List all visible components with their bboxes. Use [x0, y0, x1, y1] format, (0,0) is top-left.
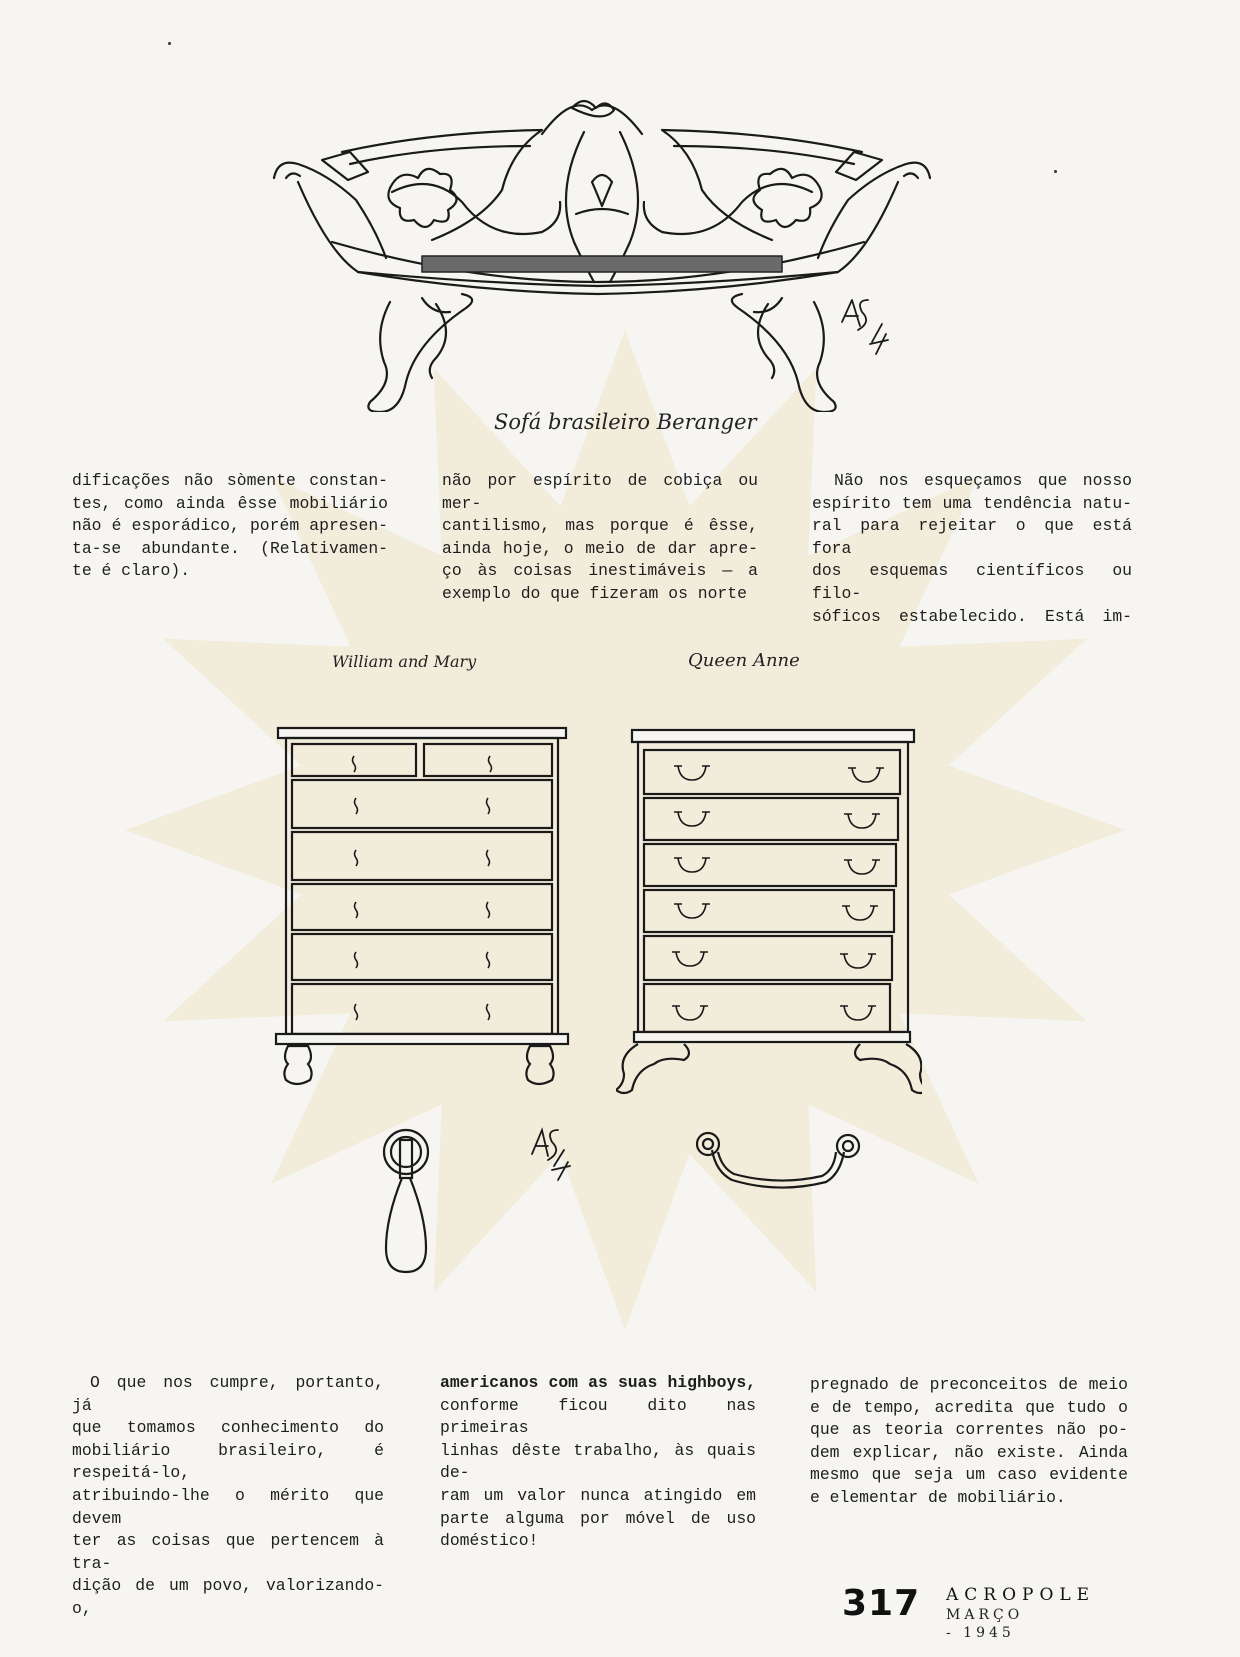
text-line: espírito tem uma tendência natu-	[812, 493, 1132, 513]
text-line: atribuindo-lhe o mérito que devem	[72, 1485, 384, 1528]
sofa-caption: Sofá brasileiro Beranger	[494, 410, 757, 434]
text-line: e elementar de mobiliário.	[810, 1487, 1066, 1507]
sofa-illustration	[272, 92, 932, 412]
artist-monogram	[528, 1124, 578, 1184]
text-line: exemplo do que fizeram os norte	[442, 583, 747, 603]
text-line: dificações não sòmente constan-	[72, 471, 388, 490]
lower-column-1	[72, 1372, 384, 1621]
text-line: te é claro).	[72, 561, 191, 581]
text-line: ço às coisas inestimáveis — a	[442, 561, 758, 581]
text-line: dição de um povo, valorizando-o,	[72, 1576, 384, 1618]
issue-date: MARÇO - 1945	[946, 1607, 1024, 1641]
text-line: ter as coisas que pertencem à tra-	[72, 1531, 384, 1573]
text-line: tes, como ainda êsse mobiliário	[72, 493, 388, 513]
text-line: O que nos cumpre, portanto, já	[72, 1373, 384, 1415]
lower-column-3	[810, 1374, 1128, 1510]
page-number: 317	[842, 1583, 921, 1624]
text-line: mobiliário brasileiro, é respeitá-lo,	[72, 1440, 384, 1483]
queen-anne-highboy	[616, 726, 922, 1110]
text-line: que tomamos conhecimento do	[72, 1418, 384, 1438]
magazine-title: ACROPOLE	[946, 1585, 1096, 1605]
text-line: ta-se abundante. (Relativamen-	[72, 538, 388, 558]
text-line: e de tempo, acredita que tudo o	[810, 1397, 1128, 1417]
text-line: cantilismo, mas porque é êsse,	[442, 516, 758, 536]
text-line: ainda hoje, o meio de dar apre-	[442, 538, 758, 558]
drop-pull-detail	[376, 1128, 436, 1278]
text-line: que as teoria correntes não po-	[810, 1420, 1128, 1440]
text-line: ral para rejeitar o que está fora	[812, 516, 1132, 558]
speck	[1054, 170, 1057, 173]
william-and-mary-label: William and Mary	[332, 652, 477, 671]
text-line: linhas dêste trabalho, às quais de-	[440, 1440, 756, 1483]
text-line: sóficos estabelecido. Está im-	[812, 606, 1132, 626]
text-line: não por espírito de cobiça ou mer-	[442, 471, 758, 513]
text-line: dem explicar, não existe. Ainda	[810, 1442, 1128, 1462]
text-line: ram um valor nunca atingido em	[440, 1485, 756, 1505]
speck	[168, 42, 171, 45]
upper-column-1	[72, 470, 388, 583]
text-line: parte alguma por móvel de uso	[440, 1508, 756, 1528]
lower-column-2	[440, 1372, 756, 1553]
text-line: Não nos esqueçamos que nosso	[834, 471, 1132, 490]
text-line: mesmo que seja um caso evidente	[810, 1465, 1128, 1485]
text-line: americanos com as suas highboys,	[440, 1373, 756, 1392]
william-and-mary-highboy	[272, 722, 572, 1102]
queen-anne-label: Queen Anne	[688, 650, 800, 671]
upper-column-3	[812, 470, 1132, 628]
text-line: pregnado de preconceitos de meio	[810, 1375, 1128, 1394]
text-line: não é esporádico, porém apresen-	[72, 516, 388, 536]
text-line: dos esquemas científicos ou filo-	[812, 561, 1132, 603]
text-line: conforme ficou dito nas primeiras	[440, 1395, 756, 1438]
bail-pull-detail	[694, 1130, 864, 1194]
text-line: doméstico!	[440, 1531, 539, 1551]
upper-column-2	[442, 470, 758, 606]
